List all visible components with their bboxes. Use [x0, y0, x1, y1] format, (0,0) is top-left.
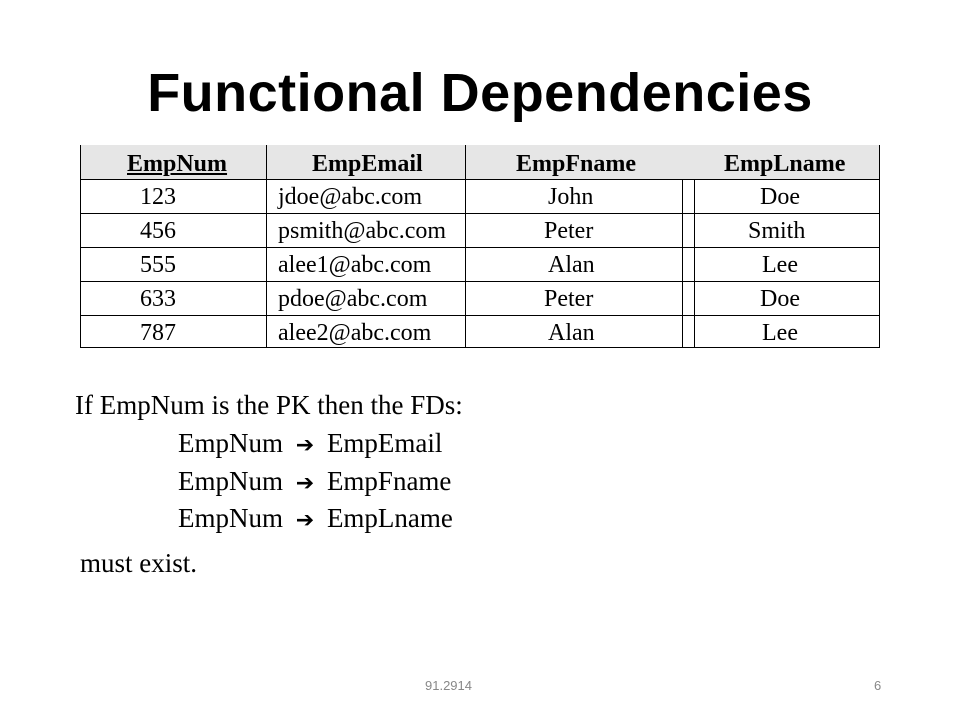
cell-empemail: alee1@abc.com [278, 252, 432, 278]
cell-empnum: 787 [140, 320, 176, 346]
fd-left: EmpNum [178, 503, 283, 533]
fd-left: EmpNum [178, 428, 283, 458]
fd-line [178, 466, 451, 497]
cell-emplname: Doe [760, 184, 800, 210]
footer-course-code: 91.2914 [425, 678, 472, 693]
cell-empfname: Peter [544, 286, 594, 312]
column-divider [682, 179, 683, 348]
cell-empnum: 633 [140, 286, 176, 312]
fd-closing-text: must exist. [80, 548, 198, 578]
header-empnum: EmpNum [127, 151, 228, 177]
cell-emplname: Doe [760, 286, 800, 312]
row-divider [80, 347, 880, 348]
cell-empfname: Alan [548, 252, 595, 278]
cell-empemail: pdoe@abc.com [278, 286, 428, 312]
fd-left: EmpNum [178, 466, 283, 496]
column-divider [266, 145, 267, 348]
fd-right: EmpLname [326, 503, 453, 533]
column-divider [465, 145, 466, 348]
right-arrow-icon: ➔ [295, 433, 315, 458]
table-right-border [879, 145, 880, 348]
header-emplname: EmpLname [724, 151, 846, 177]
row-divider [80, 247, 880, 248]
table-left-border [80, 145, 81, 348]
cell-empfname: Peter [544, 218, 594, 244]
fd-line [178, 503, 453, 534]
header-empemail: EmpEmail [312, 151, 423, 177]
employee-table [80, 145, 880, 348]
cell-emplname: Lee [762, 320, 798, 346]
cell-empemail: jdoe@abc.com [278, 184, 423, 210]
fd-right: EmpFname [326, 466, 452, 496]
cell-empemail: psmith@abc.com [278, 218, 447, 244]
fd-line [178, 428, 442, 459]
cell-empfname: John [548, 184, 594, 210]
right-arrow-icon: ➔ [295, 471, 315, 496]
cell-emplname: Smith [748, 218, 806, 244]
cell-empemail: alee2@abc.com [278, 320, 432, 346]
cell-empnum: 123 [140, 184, 176, 210]
cell-empnum: 555 [140, 252, 176, 278]
column-divider [694, 179, 695, 348]
footer-page-number: 6 [874, 678, 882, 693]
fd-intro-text: If EmpNum is the PK then the FDs: [75, 390, 463, 420]
cell-emplname: Lee [762, 252, 798, 278]
cell-empnum: 456 [140, 218, 176, 244]
right-arrow-icon: ➔ [295, 508, 315, 533]
row-divider [80, 315, 880, 316]
slide-title: Functional Dependencies [147, 63, 813, 123]
cell-empfname: Alan [548, 320, 595, 346]
header-empfname: EmpFname [516, 151, 636, 177]
fd-right: EmpEmail [326, 428, 443, 458]
